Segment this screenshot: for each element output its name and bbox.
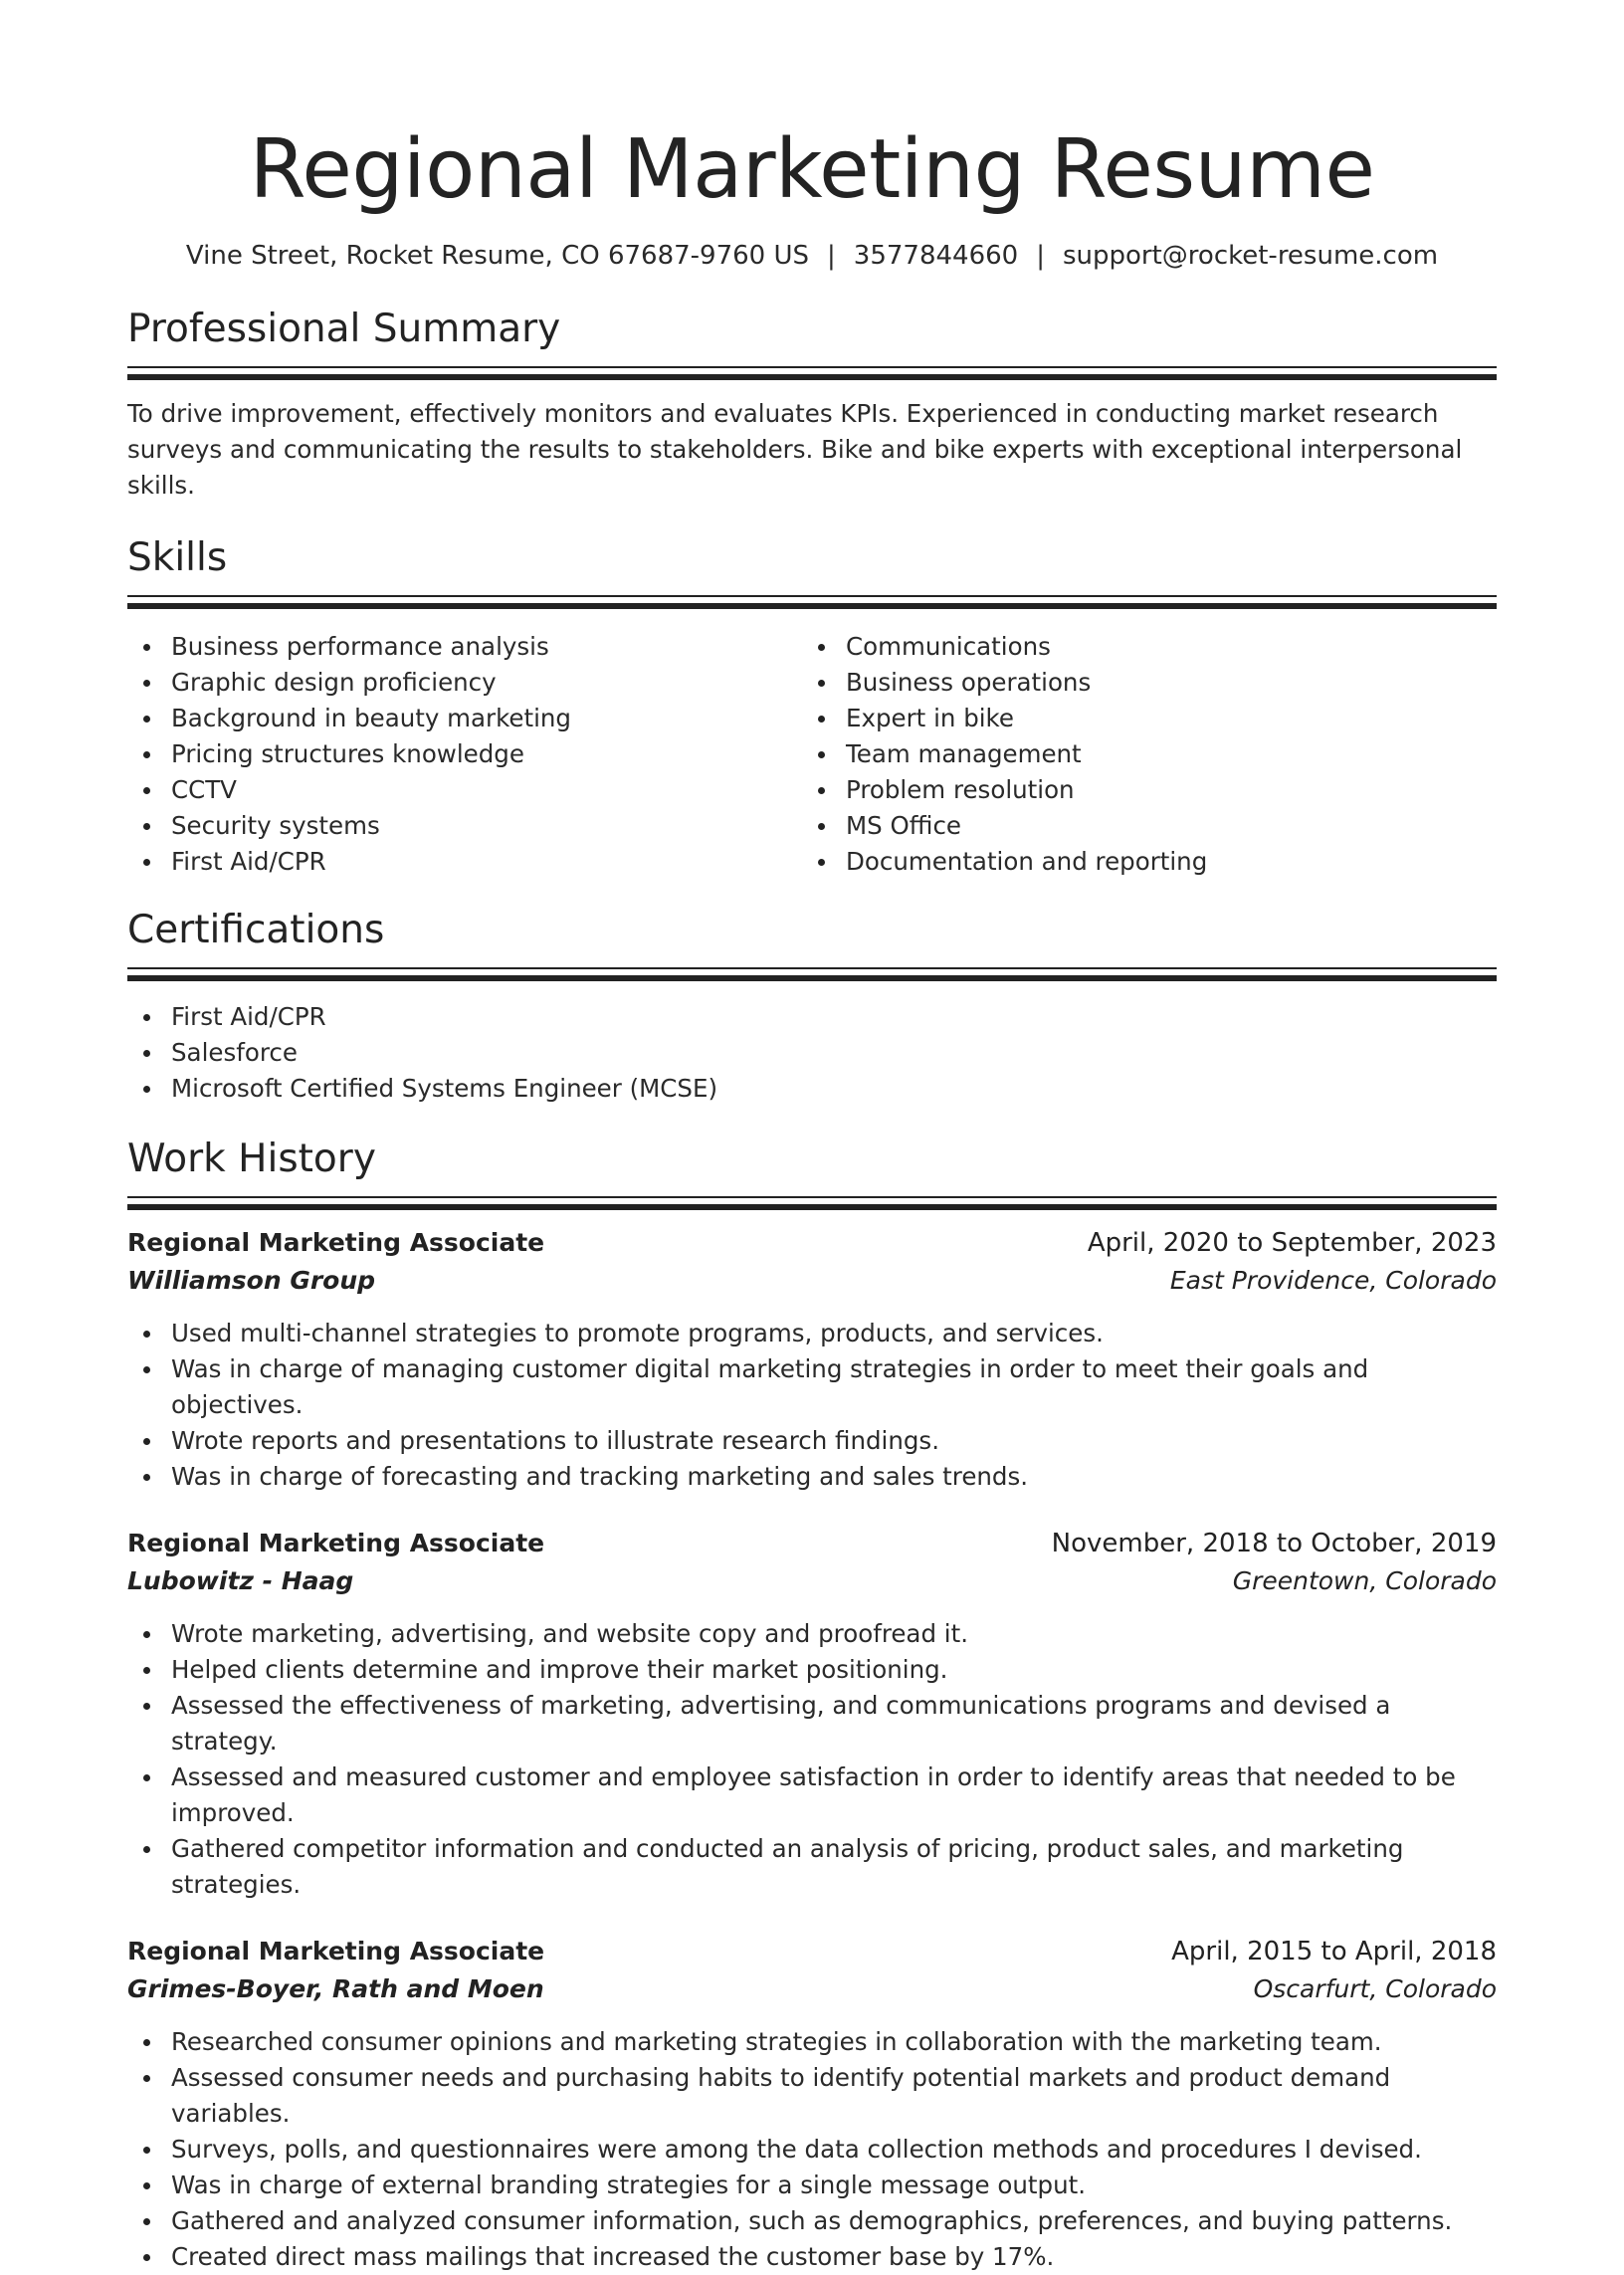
contact-address: Vine Street, Rocket Resume, CO 67687-9760 US	[185, 241, 810, 271]
list-item: Security systems	[127, 808, 802, 844]
list-item: Was in charge of forecasting and tracking marketing and sales trends.	[127, 1459, 1497, 1495]
list-item: Assessed the effectiveness of marketing, advertising, and communications programs and devised a strategy.	[127, 1688, 1497, 1759]
job-subheader	[127, 1562, 1497, 1600]
list-item: Pricing structures knowledge	[127, 736, 802, 772]
section-title-certifications: Certifications	[127, 908, 385, 952]
contact-line	[127, 239, 1497, 273]
section-title-work-history: Work History	[127, 1137, 376, 1181]
list-item: Background in beauty marketing	[127, 701, 802, 736]
list-item: Assessed and measured customer and employee satisfaction in order to identify areas that needed to be improved.	[127, 1759, 1497, 1831]
list-item: First Aid/CPR	[127, 999, 1497, 1035]
list-item: Business operations	[802, 665, 1477, 701]
job-title: Regional Marketing Associate	[127, 1228, 545, 1257]
job-bullets	[127, 1616, 1497, 1903]
list-item: Problem resolution	[802, 772, 1477, 808]
section-divider	[127, 366, 1497, 380]
work-history-section	[127, 1137, 1497, 2275]
skills-list-right	[802, 629, 1477, 880]
job-dates: April, 2015 to April, 2018	[1171, 1937, 1497, 1966]
list-item: Wrote marketing, advertising, and website copy and proofread it.	[127, 1616, 1497, 1652]
job-company: Lubowitz - Haag	[127, 1566, 354, 1595]
contact-email: support@rocket-resume.com	[1062, 241, 1439, 271]
skills-columns	[127, 629, 1497, 880]
section-divider	[127, 595, 1497, 609]
job-subheader	[127, 1262, 1497, 1300]
job-location: Oscarfurt, Colorado	[1253, 1974, 1497, 2003]
job-header	[127, 1933, 1497, 1970]
list-item: Used multi-channel strategies to promote programs, products, and services.	[127, 1316, 1497, 1351]
list-item: First Aid/CPR	[127, 844, 802, 880]
list-item: CCTV	[127, 772, 802, 808]
summary-text: To drive improvement, effectively monitors and evaluates KPIs. Experienced in conducting market research surveys and communicating the results to stakeholders. Bike and bike experts with exceptional interpersonal skills.	[127, 399, 1463, 500]
job-dates: April, 2020 to September, 2023	[1087, 1228, 1497, 1258]
job-dates: November, 2018 to October, 2019	[1051, 1529, 1497, 1558]
list-item: Expert in bike	[802, 701, 1477, 736]
list-item: Helped clients determine and improve their market positioning.	[127, 1652, 1497, 1688]
list-item: Was in charge of external branding strategies for a single message output.	[127, 2168, 1497, 2203]
section-title-summary: Professional Summary	[127, 307, 561, 351]
contact-phone: 3577844660	[853, 241, 1019, 271]
list-item: Salesforce	[127, 1035, 1497, 1071]
job-location: Greentown, Colorado	[1232, 1566, 1497, 1595]
list-item: Documentation and reporting	[802, 844, 1477, 880]
job-subheader	[127, 1970, 1497, 2008]
summary-section	[127, 307, 1497, 504]
list-item: Gathered and analyzed consumer information, such as demographics, preferences, and buying patterns.	[127, 2203, 1497, 2239]
section-divider	[127, 967, 1497, 981]
job-bullets	[127, 2024, 1497, 2275]
job-company: Grimes-Boyer, Rath and Moen	[127, 1974, 544, 2003]
job-title: Regional Marketing Associate	[127, 1937, 545, 1965]
list-item: Surveys, polls, and questionnaires were among the data collection methods and procedures I devised.	[127, 2132, 1497, 2168]
job-header	[127, 1525, 1497, 1562]
job-company: Williamson Group	[127, 1266, 376, 1295]
contact-separator: |	[827, 241, 836, 271]
list-item: Was in charge of managing customer digital marketing strategies in order to meet their goals and objectives.	[127, 1351, 1497, 1423]
job-entry	[127, 1525, 1497, 1903]
job-bullets	[127, 1316, 1497, 1495]
list-item: Microsoft Certified Systems Engineer (MCSE)	[127, 1071, 1497, 1107]
certifications-list	[127, 999, 1497, 1107]
list-item: Team management	[802, 736, 1477, 772]
section-title-skills: Skills	[127, 535, 228, 580]
list-item: Created direct mass mailings that increased the customer base by 17%.	[127, 2239, 1497, 2275]
list-item: Assessed consumer needs and purchasing habits to identify potential markets and product demand variables.	[127, 2060, 1497, 2132]
list-item: Wrote reports and presentations to illustrate research findings.	[127, 1423, 1497, 1459]
skills-list-left	[127, 629, 802, 880]
list-item: Researched consumer opinions and marketing strategies in collaboration with the marketing team.	[127, 2024, 1497, 2060]
list-item: Graphic design proficiency	[127, 665, 802, 701]
resume-page	[127, 0, 1497, 2275]
skills-section	[127, 535, 1497, 880]
job-title: Regional Marketing Associate	[127, 1529, 545, 1557]
list-item: Communications	[802, 629, 1477, 665]
job-entry	[127, 1933, 1497, 2275]
contact-separator: |	[1036, 241, 1045, 271]
section-divider	[127, 1196, 1497, 1210]
list-item: MS Office	[802, 808, 1477, 844]
job-location: East Providence, Colorado	[1169, 1266, 1497, 1295]
job-header	[127, 1224, 1497, 1262]
list-item: Business performance analysis	[127, 629, 802, 665]
job-entry	[127, 1224, 1497, 1495]
certifications-section	[127, 908, 1497, 1107]
list-item: Gathered competitor information and conducted an analysis of pricing, product sales, and marketing strategies.	[127, 1831, 1497, 1903]
resume-title: Regional Marketing Resume	[249, 122, 1375, 217]
